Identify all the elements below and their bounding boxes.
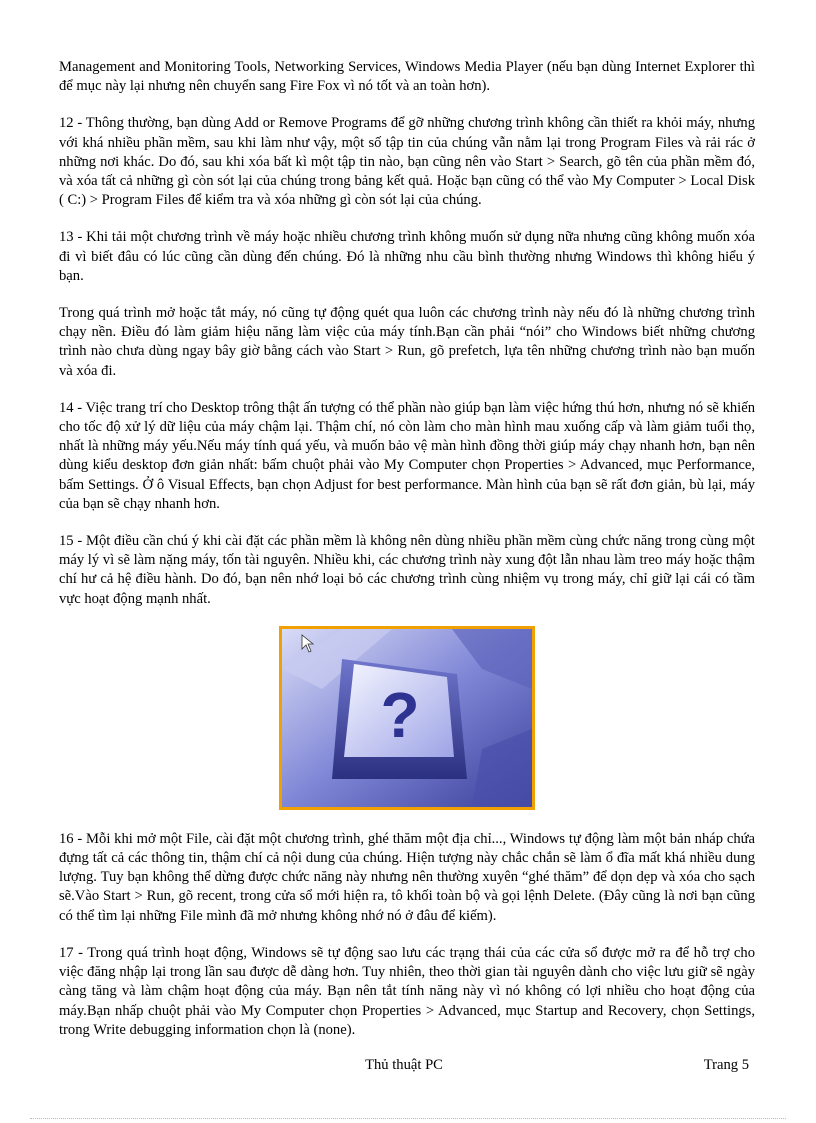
question-mark-key-icon bbox=[282, 629, 532, 807]
paragraph-13b: Trong quá trình mở hoặc tắt máy, nó cũng tự động quét qua luôn các chương trình này nếu đó là những chương trình chạy nền. Điều đó làm giảm hiệu năng làm việc của máy tính.Bạn cần phải “nói” cho Windows biết những chương trình nào chưa dùng ngay bây giờ bằng cách vào Start > Run, gõ prefetch, lựa tên những chương trình nào bạn muốn và xóa đi. bbox=[59, 305, 755, 379]
document-page bbox=[59, 58, 755, 1040]
paragraph-intro: Management and Monitoring Tools, Networking Services, Windows Media Player (nếu bạn dùng Internet Explorer thì để mục này lại nhưng nên chuyển sang Fire Fox vì nó tốt và an toàn hơn). bbox=[59, 59, 755, 95]
paragraph-17: 17 - Trong quá trình hoạt động, Windows sẽ tự động sao lưu các trạng thái của các cửa sổ được mở ra để hỗ trợ cho việc đăng nhập lại trong lần sau được dễ dàng hơn. Tuy nhiên, theo thời gian tài nguyên dành cho việc lưu giữ sẽ ngày càng tăng và làm chậm hoạt động của máy. Bạn nên tắt tính năng này vì nó không có lợi nhiều cho hoạt động của máy.Bạn nhấp chuột phải vào My Computer chọn Properties > Advanced, mục Startup and Recovery, chọn Settings, trong Write debugging information chọn là (none). bbox=[59, 944, 755, 1038]
paragraph-15: 15 - Một điều cần chú ý khi cài đặt các phần mềm là không nên dùng nhiều phần mềm cùng chức năng trong cùng một máy lý vì sẽ làm nặng máy, tốn tài nguyên. Nhiều khi, các chương trình này xung đột lẫn nhau làm treo máy hoặc thậm chí hư cả hệ điều hành. Do đó, bạn nên nhớ loại bỏ các chương trình cùng nhiệm vụ trong máy, chỉ giữ lại cái có tầm vực hoạt động mạnh nhất. bbox=[59, 533, 755, 607]
paragraph-16: 16 - Mỗi khi mở một File, cài đặt một chương trình, ghé thăm một địa chỉ..., Windows tự động làm một bản nháp chứa đựng tất cả các thông tin, thậm chí cả nội dung của chúng. Hiện tượng này chắc chắn sẽ làm ổ đĩa mất khá nhiều dung lượng. Tuy bạn không thể dừng được chức năng này nhưng nên thường xuyên “ghé thăm” để dọn dẹp và xóa cho sạch sẽ.Vào Start > Run, gõ recent, trong cửa sổ mới hiện ra, tô khối toàn bộ và gọi lệnh Delete. (Đây cũng là nơi bạn cũng có thể tìm lại những File mình đã mở nhưng không nhớ nó ở đâu để kiếm). bbox=[59, 830, 755, 924]
footer-title: Thủ thuật PC bbox=[365, 1057, 443, 1073]
question-mark-glyph: ? bbox=[380, 678, 420, 751]
question-key-image bbox=[279, 626, 535, 810]
page-bottom-divider bbox=[30, 1118, 786, 1119]
paragraph-13: 13 - Khi tải một chương trình về máy hoặc nhiều chương trình không muốn sử dụng nữa nhưng cũng không muốn xóa đi vì biết đâu có lúc cũng cần dùng đến chúng. Đó là những nhu cầu bình thường nhưng Windows thì không hiểu ý bạn. bbox=[59, 229, 755, 284]
page-footer bbox=[59, 1057, 749, 1077]
paragraph-14: 14 - Việc trang trí cho Desktop trông thật ấn tượng có thể phần nào giúp bạn làm việc hứng thú hơn, nhưng nó sẽ khiến cho tốc độ xử lý dữ liệu của máy chậm lại. Thậm chí, nó còn làm cho màn hình mau xuống cấp và làm giảm tuổi thọ, nhất là những máy yếu.Nếu máy tính quá yếu, và muốn bảo vệ màn hình đồng thời giúp máy chạy nhanh hơn, bạn nên dùng kiểu desktop đơn giản nhất: bấm chuột phải vào My Computer chọn Properties > Advanced, mục Performance, bấm Settings. Ở ô Visual Effects, bạn chọn Adjust for best performance. Màn hình của bạn sẽ rất đơn giản, bù lại, máy của bạn sẽ chạy nhanh hơn. bbox=[59, 399, 755, 512]
figure-container bbox=[59, 626, 755, 810]
paragraph-12: 12 - Thông thường, bạn dùng Add or Remove Programs để gỡ những chương trình không cần thiết ra khỏi máy, nhưng với khá nhiều phần mềm, sau khi làm như vậy, một số tập tin của chúng vẫn nằm lại trong Program Files và rải rác ở những nơi khác. Do đó, sau khi xóa bất kì một tập tin nào, bạn cũng nên vào Start > Search, gõ tên của phần mềm đó, và xóa tất cả những gì còn sót lại của chúng trong bảng kết quả. Hoặc bạn cũng có thể vào My Computer > Local Disk ( C:) > Program Files để kiểm tra và xóa những gì còn sót lại của chúng. bbox=[59, 115, 755, 209]
footer-page-number: Trang 5 bbox=[703, 1057, 749, 1073]
